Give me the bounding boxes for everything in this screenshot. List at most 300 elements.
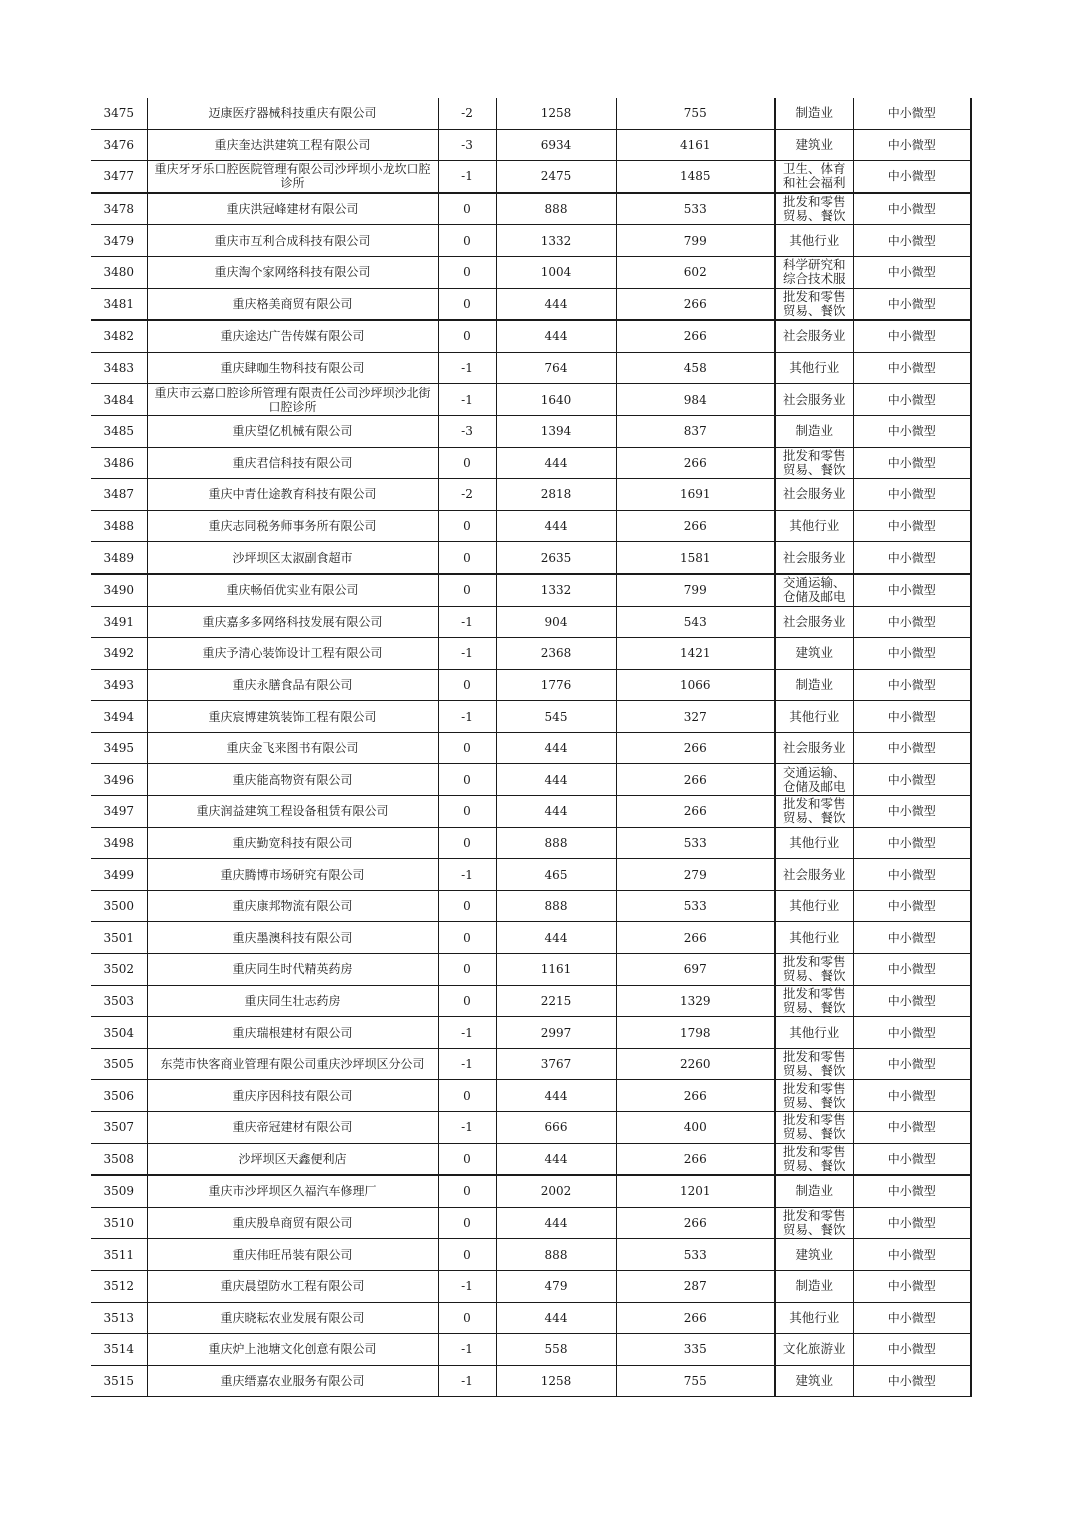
value-a-cell: 2997 [496,1017,616,1049]
value-a-cell: 1161 [496,954,616,986]
change-cell: -1 [438,1017,496,1049]
industry-cell: 批发和零售贸易、餐饮 [775,796,853,828]
change-cell: 0 [438,1239,496,1271]
enterprise-type-cell: 中小微型 [853,193,971,225]
change-cell: 0 [438,890,496,922]
row-id-cell: 3477 [91,161,147,193]
company-name-cell: 重庆畅佰优实业有限公司 [147,574,438,606]
value-a-cell: 6934 [496,129,616,161]
change-cell: 0 [438,193,496,225]
table-row [91,985,971,1017]
value-a-cell: 1004 [496,256,616,288]
enterprise-type-cell: 中小微型 [853,764,971,796]
company-name-cell: 重庆腾博市场研究有限公司 [147,859,438,891]
enterprise-type-cell: 中小微型 [853,415,971,447]
table-row [91,922,971,954]
value-a-cell: 3767 [496,1048,616,1080]
value-b-cell: 533 [616,193,775,225]
change-cell: 0 [438,1175,496,1207]
industry-cell: 其他行业 [775,701,853,733]
value-b-cell: 1485 [616,161,775,193]
company-name-cell: 重庆润益建筑工程设备租赁有限公司 [147,796,438,828]
enterprise-type-cell: 中小微型 [853,954,971,986]
table-row [91,510,971,542]
value-a-cell: 444 [496,1302,616,1334]
table-row [91,954,971,986]
row-id-cell: 3492 [91,638,147,670]
industry-cell: 批发和零售贸易、餐饮 [775,985,853,1017]
company-name-cell: 重庆晓耘农业发展有限公司 [147,1302,438,1334]
table-row [91,1080,971,1112]
value-a-cell: 1640 [496,384,616,416]
industry-cell: 其他行业 [775,890,853,922]
row-id-cell: 3478 [91,193,147,225]
industry-cell: 交通运输、仓储及邮电 [775,764,853,796]
row-id-cell: 3493 [91,669,147,701]
industry-cell: 社会服务业 [775,732,853,764]
table-row [91,384,971,416]
value-a-cell: 1332 [496,574,616,606]
value-a-cell: 444 [496,510,616,542]
table-row [91,638,971,670]
company-name-cell: 重庆望亿机械有限公司 [147,415,438,447]
change-cell: -1 [438,1048,496,1080]
enterprise-type-cell: 中小微型 [853,574,971,606]
enterprise-type-cell: 中小微型 [853,225,971,257]
industry-cell: 批发和零售贸易、餐饮 [775,1112,853,1144]
industry-cell: 其他行业 [775,1017,853,1049]
value-b-cell: 266 [616,922,775,954]
row-id-cell: 3497 [91,796,147,828]
value-b-cell: 327 [616,701,775,733]
table-row [91,669,971,701]
row-id-cell: 3476 [91,129,147,161]
table-row [91,701,971,733]
enterprise-type-cell: 中小微型 [853,1112,971,1144]
row-id-cell: 3511 [91,1239,147,1271]
enterprise-type-cell: 中小微型 [853,1048,971,1080]
change-cell: -2 [438,98,496,129]
company-name-cell: 重庆帝冠建材有限公司 [147,1112,438,1144]
enterprise-type-cell: 中小微型 [853,1143,971,1175]
value-a-cell: 465 [496,859,616,891]
value-b-cell: 533 [616,827,775,859]
value-b-cell: 1066 [616,669,775,701]
value-a-cell: 444 [496,732,616,764]
enterprise-type-cell: 中小微型 [853,890,971,922]
enterprise-type-cell: 中小微型 [853,447,971,479]
table-row [91,1143,971,1175]
table-row [91,447,971,479]
enterprise-type-cell: 中小微型 [853,384,971,416]
value-b-cell: 279 [616,859,775,891]
enterprise-type-cell: 中小微型 [853,638,971,670]
enterprise-type-cell: 中小微型 [853,732,971,764]
industry-cell: 批发和零售贸易、餐饮 [775,1048,853,1080]
industry-cell: 卫生、体育和社会福利 [775,161,853,193]
value-a-cell: 1258 [496,98,616,129]
company-name-cell: 重庆能高物资有限公司 [147,764,438,796]
table-row [91,1334,971,1366]
value-a-cell: 888 [496,890,616,922]
company-name-cell: 重庆宸博建筑装饰工程有限公司 [147,701,438,733]
value-a-cell: 444 [496,1207,616,1239]
value-b-cell: 266 [616,288,775,320]
value-b-cell: 266 [616,1207,775,1239]
company-name-cell: 重庆市互利合成科技有限公司 [147,225,438,257]
industry-cell: 文化旅游业 [775,1334,853,1366]
change-cell: -1 [438,1270,496,1302]
change-cell: 0 [438,447,496,479]
company-name-cell: 重庆肆咖生物科技有限公司 [147,352,438,384]
enterprise-table [91,98,972,1397]
industry-cell: 批发和零售贸易、餐饮 [775,1080,853,1112]
value-b-cell: 1581 [616,542,775,574]
change-cell: 0 [438,732,496,764]
change-cell: 0 [438,288,496,320]
row-id-cell: 3491 [91,606,147,638]
company-name-cell: 重庆奎达洪建筑工程有限公司 [147,129,438,161]
table-row [91,606,971,638]
company-name-cell: 重庆予清心装饰设计工程有限公司 [147,638,438,670]
value-b-cell: 266 [616,447,775,479]
company-name-cell: 重庆勤宽科技有限公司 [147,827,438,859]
value-b-cell: 266 [616,732,775,764]
change-cell: 0 [438,827,496,859]
value-a-cell: 444 [496,1143,616,1175]
change-cell: -1 [438,161,496,193]
value-b-cell: 799 [616,574,775,606]
change-cell: 0 [438,922,496,954]
value-a-cell: 904 [496,606,616,638]
enterprise-type-cell: 中小微型 [853,129,971,161]
row-id-cell: 3509 [91,1175,147,1207]
row-id-cell: 3490 [91,574,147,606]
row-id-cell: 3513 [91,1302,147,1334]
table-row [91,827,971,859]
industry-cell: 建筑业 [775,638,853,670]
table-row [91,98,971,129]
value-b-cell: 266 [616,796,775,828]
industry-cell: 制造业 [775,1270,853,1302]
value-a-cell: 2475 [496,161,616,193]
change-cell: -1 [438,352,496,384]
row-id-cell: 3485 [91,415,147,447]
enterprise-type-cell: 中小微型 [853,352,971,384]
row-id-cell: 3503 [91,985,147,1017]
row-id-cell: 3495 [91,732,147,764]
enterprise-type-cell: 中小微型 [853,701,971,733]
value-b-cell: 1201 [616,1175,775,1207]
value-b-cell: 266 [616,764,775,796]
enterprise-type-cell: 中小微型 [853,985,971,1017]
company-name-cell: 重庆缙嘉农业服务有限公司 [147,1365,438,1397]
value-b-cell: 1798 [616,1017,775,1049]
industry-cell: 批发和零售贸易、餐饮 [775,193,853,225]
row-id-cell: 3498 [91,827,147,859]
value-b-cell: 697 [616,954,775,986]
change-cell: -1 [438,1112,496,1144]
industry-cell: 制造业 [775,98,853,129]
enterprise-type-cell: 中小微型 [853,1302,971,1334]
company-name-cell: 重庆永膳食品有限公司 [147,669,438,701]
enterprise-type-cell: 中小微型 [853,1270,971,1302]
table-row [91,1048,971,1080]
value-a-cell: 444 [496,1080,616,1112]
row-id-cell: 3479 [91,225,147,257]
enterprise-type-cell: 中小微型 [853,1017,971,1049]
change-cell: 0 [438,542,496,574]
enterprise-type-cell: 中小微型 [853,1365,971,1397]
value-b-cell: 533 [616,1239,775,1271]
row-id-cell: 3483 [91,352,147,384]
change-cell: 0 [438,1207,496,1239]
value-b-cell: 266 [616,1080,775,1112]
industry-cell: 其他行业 [775,922,853,954]
enterprise-type-cell: 中小微型 [853,606,971,638]
industry-cell: 其他行业 [775,352,853,384]
value-a-cell: 888 [496,193,616,225]
company-name-cell: 重庆瑞根建材有限公司 [147,1017,438,1049]
value-a-cell: 2818 [496,479,616,511]
enterprise-type-cell: 中小微型 [853,542,971,574]
row-id-cell: 3505 [91,1048,147,1080]
company-name-cell: 重庆同生时代精英药房 [147,954,438,986]
enterprise-type-cell: 中小微型 [853,859,971,891]
industry-cell: 批发和零售贸易、餐饮 [775,288,853,320]
value-a-cell: 479 [496,1270,616,1302]
change-cell: 0 [438,1302,496,1334]
table-row [91,1175,971,1207]
enterprise-type-cell: 中小微型 [853,98,971,129]
value-a-cell: 545 [496,701,616,733]
industry-cell: 社会服务业 [775,479,853,511]
value-a-cell: 2635 [496,542,616,574]
value-a-cell: 1258 [496,1365,616,1397]
company-name-cell: 重庆格美商贸有限公司 [147,288,438,320]
value-b-cell: 1329 [616,985,775,1017]
company-name-cell: 重庆中青仕途教育科技有限公司 [147,479,438,511]
value-a-cell: 2002 [496,1175,616,1207]
value-b-cell: 400 [616,1112,775,1144]
row-id-cell: 3480 [91,256,147,288]
value-a-cell: 558 [496,1334,616,1366]
table-body [91,98,971,1397]
change-cell: 0 [438,510,496,542]
row-id-cell: 3499 [91,859,147,891]
company-name-cell: 重庆同生壮志药房 [147,985,438,1017]
value-a-cell: 888 [496,1239,616,1271]
value-b-cell: 533 [616,890,775,922]
value-a-cell: 444 [496,764,616,796]
enterprise-type-cell: 中小微型 [853,796,971,828]
value-b-cell: 755 [616,98,775,129]
change-cell: -1 [438,701,496,733]
table-row [91,1302,971,1334]
company-name-cell: 重庆殷阜商贸有限公司 [147,1207,438,1239]
value-b-cell: 266 [616,1302,775,1334]
row-id-cell: 3475 [91,98,147,129]
company-name-cell: 重庆市云嘉口腔诊所管理有限责任公司沙坪坝沙北街口腔诊所 [147,384,438,416]
table-row [91,256,971,288]
company-name-cell: 重庆嘉多多网络科技发展有限公司 [147,606,438,638]
value-a-cell: 666 [496,1112,616,1144]
industry-cell: 科学研究和综合技术服 [775,256,853,288]
company-name-cell: 重庆炉上池塘文化创意有限公司 [147,1334,438,1366]
table-row [91,574,971,606]
table-row [91,1365,971,1397]
industry-cell: 批发和零售贸易、餐饮 [775,1143,853,1175]
change-cell: -1 [438,859,496,891]
company-name-cell: 重庆途达广告传媒有限公司 [147,320,438,352]
enterprise-type-cell: 中小微型 [853,1207,971,1239]
company-name-cell: 迈康医疗器械科技重庆有限公司 [147,98,438,129]
industry-cell: 制造业 [775,1175,853,1207]
company-name-cell: 重庆君信科技有限公司 [147,447,438,479]
row-id-cell: 3502 [91,954,147,986]
value-b-cell: 335 [616,1334,775,1366]
value-a-cell: 1332 [496,225,616,257]
company-name-cell: 重庆康邦物流有限公司 [147,890,438,922]
company-name-cell: 沙坪坝区天鑫便利店 [147,1143,438,1175]
industry-cell: 其他行业 [775,827,853,859]
row-id-cell: 3500 [91,890,147,922]
row-id-cell: 3482 [91,320,147,352]
table-row [91,161,971,193]
enterprise-type-cell: 中小微型 [853,161,971,193]
enterprise-type-cell: 中小微型 [853,256,971,288]
change-cell: 0 [438,985,496,1017]
enterprise-type-cell: 中小微型 [853,479,971,511]
table-row [91,225,971,257]
company-name-cell: 重庆序因科技有限公司 [147,1080,438,1112]
table-row [91,288,971,320]
change-cell: 0 [438,1143,496,1175]
table-row [91,796,971,828]
value-a-cell: 444 [496,447,616,479]
value-b-cell: 266 [616,320,775,352]
table-row [91,193,971,225]
table-row [91,320,971,352]
value-b-cell: 266 [616,510,775,542]
value-b-cell: 602 [616,256,775,288]
table-row [91,1112,971,1144]
row-id-cell: 3489 [91,542,147,574]
industry-cell: 批发和零售贸易、餐饮 [775,954,853,986]
row-id-cell: 3484 [91,384,147,416]
change-cell: 0 [438,320,496,352]
change-cell: -3 [438,129,496,161]
change-cell: 0 [438,1080,496,1112]
value-a-cell: 444 [496,796,616,828]
change-cell: -1 [438,1365,496,1397]
value-b-cell: 755 [616,1365,775,1397]
industry-cell: 其他行业 [775,225,853,257]
value-b-cell: 1421 [616,638,775,670]
enterprise-type-cell: 中小微型 [853,1080,971,1112]
row-id-cell: 3496 [91,764,147,796]
company-name-cell: 重庆金飞来图书有限公司 [147,732,438,764]
value-a-cell: 2215 [496,985,616,1017]
row-id-cell: 3494 [91,701,147,733]
industry-cell: 社会服务业 [775,606,853,638]
enterprise-type-cell: 中小微型 [853,320,971,352]
row-id-cell: 3506 [91,1080,147,1112]
row-id-cell: 3515 [91,1365,147,1397]
table-row [91,732,971,764]
table-row [91,1270,971,1302]
row-id-cell: 3508 [91,1143,147,1175]
value-a-cell: 2368 [496,638,616,670]
company-name-cell: 重庆市沙坪坝区久福汽车修理厂 [147,1175,438,1207]
table-row [91,1017,971,1049]
change-cell: 0 [438,764,496,796]
value-a-cell: 764 [496,352,616,384]
industry-cell: 批发和零售贸易、餐饮 [775,1207,853,1239]
row-id-cell: 3507 [91,1112,147,1144]
company-name-cell: 重庆牙牙乐口腔医院管理有限公司沙坪坝小龙坎口腔诊所 [147,161,438,193]
change-cell: 0 [438,256,496,288]
value-a-cell: 888 [496,827,616,859]
row-id-cell: 3488 [91,510,147,542]
row-id-cell: 3504 [91,1017,147,1049]
industry-cell: 社会服务业 [775,320,853,352]
industry-cell: 社会服务业 [775,542,853,574]
change-cell: -3 [438,415,496,447]
company-name-cell: 重庆伟旺吊装有限公司 [147,1239,438,1271]
value-a-cell: 1394 [496,415,616,447]
company-name-cell: 重庆淘个家网络科技有限公司 [147,256,438,288]
row-id-cell: 3514 [91,1334,147,1366]
table-row [91,542,971,574]
company-name-cell: 沙坪坝区太淑副食超市 [147,542,438,574]
table-row [91,859,971,891]
table-row [91,1239,971,1271]
industry-cell: 建筑业 [775,1239,853,1271]
value-b-cell: 1691 [616,479,775,511]
table-row [91,890,971,922]
row-id-cell: 3510 [91,1207,147,1239]
change-cell: 0 [438,796,496,828]
row-id-cell: 3486 [91,447,147,479]
company-name-cell: 东莞市快客商业管理有限公司重庆沙坪坝区分公司 [147,1048,438,1080]
value-a-cell: 1776 [496,669,616,701]
company-name-cell: 重庆墨澳科技有限公司 [147,922,438,954]
value-b-cell: 837 [616,415,775,447]
change-cell: -1 [438,384,496,416]
enterprise-type-cell: 中小微型 [853,922,971,954]
change-cell: -1 [438,1334,496,1366]
industry-cell: 社会服务业 [775,384,853,416]
table-row [91,1207,971,1239]
value-b-cell: 287 [616,1270,775,1302]
value-b-cell: 799 [616,225,775,257]
value-b-cell: 543 [616,606,775,638]
change-cell: 0 [438,954,496,986]
enterprise-type-cell: 中小微型 [853,1239,971,1271]
change-cell: 0 [438,225,496,257]
change-cell: 0 [438,574,496,606]
value-b-cell: 984 [616,384,775,416]
industry-cell: 建筑业 [775,1365,853,1397]
change-cell: -1 [438,606,496,638]
enterprise-type-cell: 中小微型 [853,1175,971,1207]
industry-cell: 其他行业 [775,510,853,542]
row-id-cell: 3501 [91,922,147,954]
change-cell: -1 [438,638,496,670]
change-cell: 0 [438,669,496,701]
industry-cell: 制造业 [775,415,853,447]
